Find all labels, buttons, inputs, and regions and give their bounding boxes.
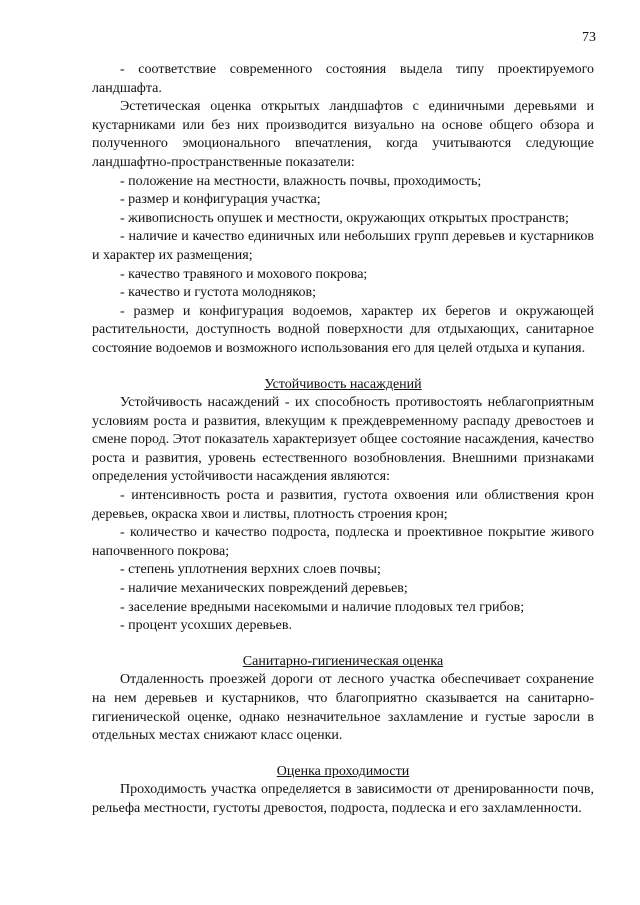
intro-list-item: - живописность опушек и местности, окружающих открытых пространств; — [120, 210, 569, 226]
intro-list-item: - наличие и качество единичных или небольших групп деревьев и кустарников и характер их размещения; — [92, 229, 594, 263]
stability-list-item: - наличие механических повреждений деревьев; — [120, 581, 408, 597]
page-number: 73 — [582, 30, 596, 45]
intro-list-item: - качество травяного и мохового покрова; — [120, 266, 368, 282]
stability-section — [92, 376, 594, 636]
intro-list-item: - размер и конфигурация водоемов, характер их берегов и окружающей растительности, доступность водной поверхности для отдыхающих, санитарное состояние водоемов и возможного использования его для целей отдыха и купания. — [92, 303, 594, 356]
stability-list-item: - интенсивность роста и развития, густота охвоения или облиствения крон деревьев, окраска хвои и листвы, плотность строения крон; — [92, 488, 594, 522]
intro-list-item: - качество и густота молодняков; — [120, 285, 316, 301]
landscape-item: - соответствие современного состояния выдела типу проектируемого ландшафта. — [92, 62, 594, 96]
intro-list-item: - размер и конфигурация участка; — [120, 192, 321, 208]
intro-list-item: - положение на местности, влажность почвы, проходимость; — [120, 173, 482, 189]
passability-section — [92, 763, 594, 819]
section-spacer — [92, 359, 594, 376]
aesthetic-paragraph: Эстетическая оценка открытых ландшафтов с единичными деревьями и кустарниками или без них производится визуально на основе общего обзора и полученного эмоционального впечатления, когда учитываются следующие ландшафтно-пространственные показатели: — [92, 99, 594, 170]
intro-section — [92, 61, 594, 359]
section-spacer — [92, 636, 594, 653]
stability-heading: Устойчивость насаждений — [264, 376, 422, 392]
sanitary-heading: Санитарно-гигиеническая оценка — [242, 653, 444, 669]
sanitary-paragraph: Отдаленность проезжей дороги от лесного участка обеспечивает сохранение на нем деревьев и кустарников, что благоприятно сказывается на санитарно-гигиенической оценке, однако незначительное захламление и густые заросли в отдельных местах снижают класс оценки. — [92, 672, 594, 744]
sanitary-section — [92, 653, 594, 746]
page-body — [92, 61, 594, 819]
stability-paragraph: Устойчивость насаждений - их способность противостоять неблагоприятным условиям роста и развития, влекущим к преждевременному распаду древостоев и смене пород. Этот показатель характеризует общее состояние насаждения, качество роста и развития, уровень естественного возобновления. Внешними признаками определения устойчивости насаждения являются: — [92, 395, 594, 485]
passability-paragraph: Проходимость участка определяется в зависимости от дренированности почв, рельефа местности, густоты древостоя, подроста, подлеска и его захламленности. — [92, 782, 594, 816]
stability-list-item: - заселение вредными насекомыми и наличие плодовых тел грибов; — [120, 599, 525, 615]
stability-list-item: - количество и качество подроста, подлеска и проективное покрытие живого напочвенного покрова; — [92, 525, 594, 559]
passability-heading: Оценка проходимости — [276, 763, 410, 779]
section-spacer — [92, 746, 594, 763]
stability-list-item: - процент усохших деревьев. — [120, 618, 292, 634]
stability-list-item: - степень уплотнения верхних слоев почвы; — [120, 562, 381, 578]
